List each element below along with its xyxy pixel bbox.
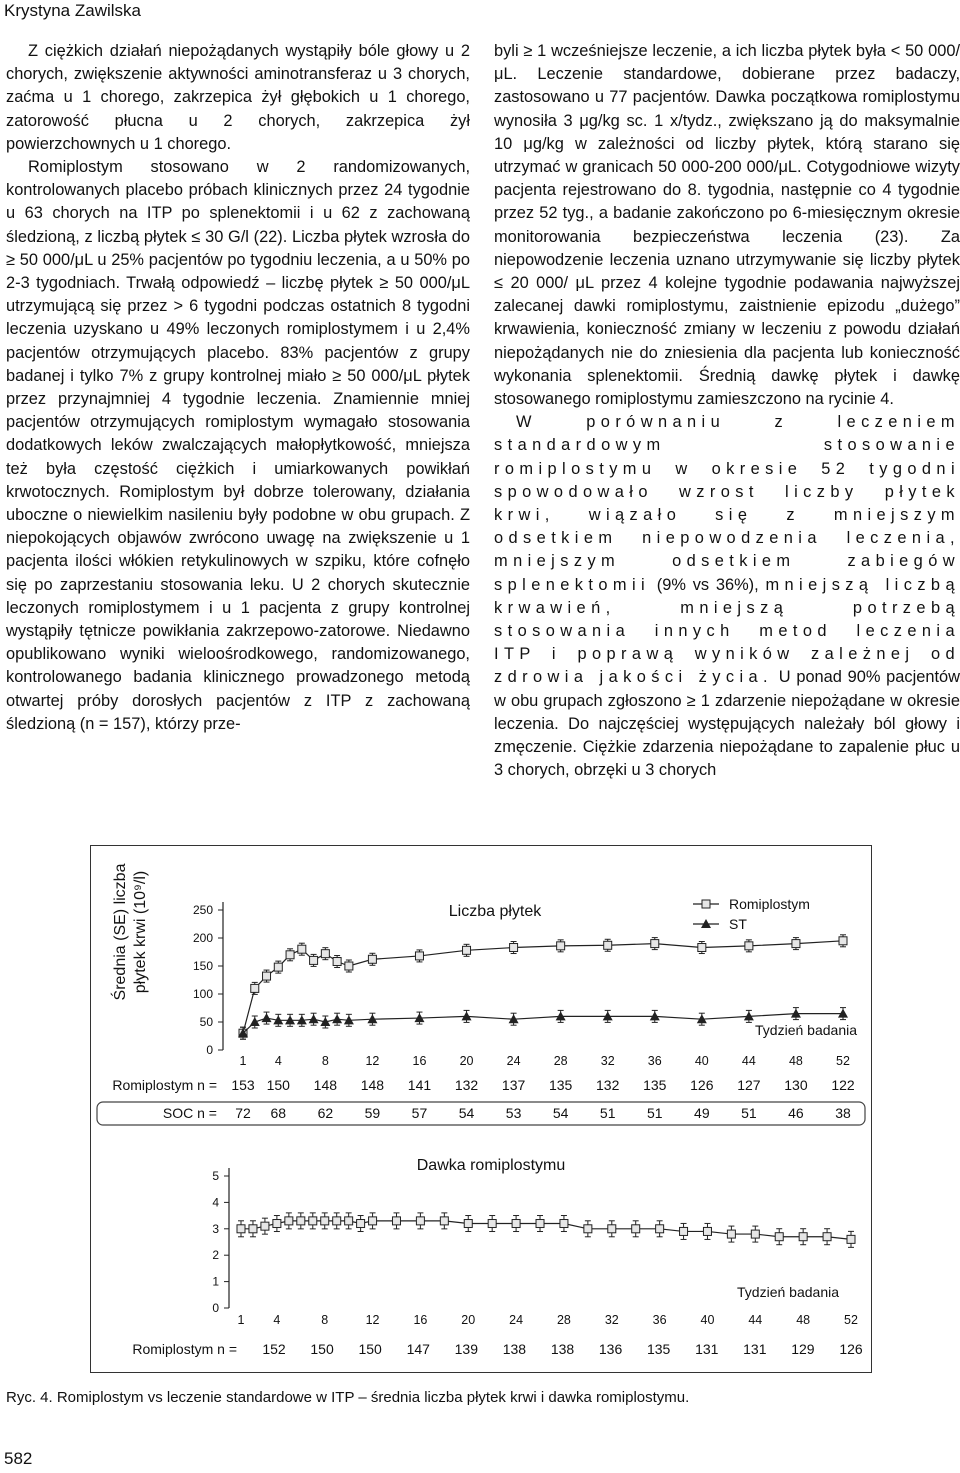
counts-value: 130 [784,1077,808,1093]
data-point-square [297,1217,305,1225]
data-point-square [261,1222,269,1230]
x-tick-label: 8 [321,1054,329,1068]
counts-value: 51 [741,1105,757,1121]
data-point-square [703,1227,711,1235]
chart-canvas [91,846,871,1372]
counts-value: 135 [548,1077,573,1093]
counts-value: 152 [262,1341,286,1357]
y-tick-label: 1 [212,1274,219,1289]
counts-value: 148 [313,1077,338,1093]
data-point-square [286,951,294,959]
data-point-square [488,1220,496,1228]
plain-text: (9% vs 36%), [650,575,766,594]
data-point-square [604,941,612,949]
x-tick-label: 8 [321,1313,329,1327]
x-tick-label: 48 [796,1313,811,1327]
counts-value: 131 [743,1341,767,1357]
data-point-square [792,940,800,948]
data-point-square [415,952,423,960]
counts-value: 138 [502,1341,527,1357]
plain-text: U ponad 90% pacjentów w obu grupach zgłoszono ≥ 1 zdarzenie niepożądane w okresie leczenia. Do najczęściej występujących należały ból głowy i zmęczenie. Ciężkie zdarzenia niepożądane to zapalenie płuc u 3 chorych, obrzęki u 3 chorych [494,668,960,780]
counts-value: 68 [270,1105,287,1121]
y-tick-label: 4 [212,1195,219,1210]
y-axis-label: płytek krwi (10⁹/l) [132,870,149,994]
legend-entry: Romiplostym [729,896,810,912]
spaced-text: mniejszą liczbą krwawień, mniejszą potrzebą stosowania innych metod leczenia ITP i poprawą wyników zależnej od zdrowia jakości życia. [494,575,960,687]
platelet-count-chart [97,863,865,1125]
counts-value: 51 [646,1105,663,1121]
counts-value: 49 [694,1105,710,1121]
counts-value: 148 [360,1077,385,1093]
data-point-square [368,955,376,963]
chart-title: Liczba płytek [448,903,542,920]
data-point-triangle [309,1014,319,1023]
y-tick-label: 0 [206,1043,213,1057]
x-axis-label: Tydzień badania [755,1022,857,1038]
counts-value: 57 [411,1105,428,1121]
data-point-square [464,1220,472,1228]
counts-value: 54 [458,1105,475,1121]
x-tick-label: 40 [694,1054,709,1068]
x-tick-label: 4 [273,1313,281,1327]
data-point-square [321,950,329,958]
counts-value: 129 [791,1341,815,1357]
x-tick-label: 20 [461,1313,476,1327]
counts-value: 136 [598,1341,623,1357]
x-tick-label: 1 [239,1054,247,1068]
counts-value: 135 [643,1077,667,1093]
data-point-square [823,1233,831,1241]
counts-value: 132 [454,1077,479,1093]
counts-value: 135 [646,1341,671,1357]
running-head: Krystyna Zawilska [4,1,141,20]
spaced-text: W porównaniu z leczeniem standardowym stosowanie romiplostymu w okresie 52 tygodni spowodowało wzrost liczby płytek krwi, wiązało się z mniejszym odsetkiem niepowodzenia leczenia, mniejszym odsetkiem zabiegów splenektomii [494,413,960,594]
counts-value: 147 [406,1341,430,1357]
data-point-square [274,963,282,971]
y-tick-label: 50 [199,1015,213,1029]
data-point-square [560,1220,568,1228]
data-point-square [698,944,706,952]
data-point-square [369,1217,377,1225]
x-tick-label: 48 [788,1054,803,1068]
counts-value: 62 [317,1105,334,1121]
data-point-square [251,984,259,992]
figure-caption: Ryc. 4. Romiplostym vs leczenie standardowe w ITP – średnia liczba płytek krwi i dawka romiplostymu. [6,1389,690,1406]
counts-value: 153 [231,1077,255,1093]
data-point-square [608,1225,616,1233]
counts-value: 150 [358,1341,382,1357]
figure-4 [90,845,872,1373]
data-point-square [799,1233,807,1241]
data-point-square [310,956,318,964]
data-point-triangle [332,1014,342,1023]
counts-value: 38 [835,1105,851,1121]
data-point-square [584,1225,592,1233]
counts-value: 51 [599,1105,616,1121]
counts-value: 138 [550,1341,575,1357]
data-point-triangle [262,1013,272,1022]
data-point-square [557,942,565,950]
counts-value: 53 [505,1105,522,1121]
counts-value: 139 [454,1341,479,1357]
data-point-square [536,1220,544,1228]
x-tick-label: 16 [412,1054,427,1068]
data-point-square [357,1220,365,1228]
x-tick-label: 28 [556,1313,571,1327]
data-point-square [727,1230,735,1238]
data-point-square [345,962,353,970]
paragraph: Romiplostym stosowano w 2 randomizowanych, kontrolowanych placebo próbach klinicznych przez 24 tygodnie u 63 chorych na ITP po splenektomii i u 62 z zachowaną śledzioną, z liczbą płytek ≤ 30 G/l (22). Liczba płytek wzrosła do ≥ 50 000/μL u 25% pacjentów po tygodniu leczenia, a u 50% po 2-3 tygodniach. Trwałą odpowiedź – liczbę płytek ≥ 50 000/μL utrzymującą się przez > 6 tygodni podczas ostatnich 8 tygodni leczenia uzyskano u 49% leczonych romiplostymem i u 2,4% pacjentów otrzymujących placebo. 83% pacjentów z grupy badanej i tylko 7% z grupy kontrolnej miało ≥ 50 000/μL płytek przez przynajmniej 4 tygodnie leczenia. Znamiennie mniej pacjentów otrzymujących romiplostym wymagało stosowania dodatkowych leków zwalczających małopłytkowość, mniejsza też była częstość ciężkich i umiarkowanych powikłań krwotocznych. Romiplostym był dobrze tolerowany, działania uboczne o niewielkim nasileniu były podobne w obu grupach. Z niepokojących objawów zwrócono uwagę na zwiększenie u 1 pacjenta ilości włókien retykulinowych w szpiku, które cofnęło się po zaprzestaniu stosowania leku. U 2 chorych skutecznie leczonych romiplostymem i u 1 pacjenta z grupy kontrolnej wystąpiły tętnicze powikłania zakrzepowo-zatorowe. Niedawno opublikowano wyniki wieloośrodkowego, randomizowanego, kontrolowanego badania klinicznego prowadzonego metodą otwartej próby dorosłych pacjentów z ITP z zachowaną śledzioną (n = 157), którzy prze- [6,158,470,733]
x-tick-label: 52 [836,1054,850,1068]
data-point-square [333,1217,341,1225]
counts-value: 131 [695,1341,719,1357]
y-axis-label: Średnia (SE) liczba [112,863,129,1001]
page-number: 582 [4,1449,33,1468]
left-column [6,40,470,736]
data-point-square [839,937,847,945]
counts-value: 122 [831,1077,855,1093]
data-point-square [702,900,710,908]
data-point-square [751,1230,759,1238]
x-tick-label: 40 [700,1313,715,1327]
x-tick-label: 24 [506,1054,521,1068]
data-point-square [847,1235,855,1243]
x-tick-label: 16 [413,1313,428,1327]
y-tick-label: 0 [212,1301,219,1315]
counts-value: 72 [235,1105,251,1121]
y-tick-label: 100 [192,987,213,1001]
data-point-square [333,958,341,966]
data-point-square [680,1227,688,1235]
data-point-square [249,1225,257,1233]
counts-value: 59 [364,1105,381,1121]
x-tick-label: 1 [237,1313,245,1327]
paragraph: byli ≥ 1 wcześniejsze leczenie, a ich liczba płytek była < 50 000/μL. Leczenie standardowe, dobierane przez badaczy, zastosowano u 77 pacjentów. Dawka początkowa romiplostymu wynosiła 3 μg/kg sc. 1 x/tydz., zwiększano ją do maksymalnie 10 μg/kg w zależności od liczby płytek, którą starano się utrzymać w granicach 50 000-200 000/μL. Cotygodniowe wizyty pacjenta rejestrowano do 8. tygodnia, następnie co 4 tygodnie przez 52 tyg., a badanie zakończono po 6-miesięcznym okresie monitorowania bezpieczeństwa leczenia (23). Za niepowodzenie leczenia uznano utrzymywanie się liczby płytek ≤ 20 000/ μL przez 4 kolejne tygodnie podawania najwyższej zalecanej dawki romiplostymu, zaistnienie epizodu „dużego” krwawienia, konieczność zmiany w leczeniu z powodu działań niepożądanych nie do zniesienia dla pacjenta lub konieczność wykonania splenektomii. Średnią dawkę płytek i dawkę stosowanego romiplostymu zamieszczono na rycinie 4. [494,42,960,409]
series-line [243,1014,843,1034]
x-tick-label: 32 [600,1054,615,1068]
data-point-square [273,1220,281,1228]
data-point-square [651,940,659,948]
counts-value: 132 [596,1077,620,1093]
x-axis-label: Tydzień badania [737,1284,839,1300]
data-point-triangle [462,1011,472,1020]
data-point-square [392,1217,400,1225]
counts-value: 54 [552,1105,569,1121]
data-point-square [656,1225,664,1233]
y-tick-label: 5 [212,1169,219,1183]
x-tick-label: 24 [509,1313,524,1327]
data-point-square [510,944,518,952]
data-point-square [345,1217,353,1225]
counts-value: 150 [310,1341,334,1357]
x-tick-label: 32 [604,1313,619,1327]
paragraph-spaced [494,411,960,782]
data-point-square [512,1220,520,1228]
paragraph: Z ciężkich działań niepożądanych wystąpiły bóle głowy u 2 chorych, zwiększenie aktywności aminotransferaz u 3 chorych, zaćma u 1 chorego, zakrzepica żył głębokich u 1 chorego, zatorowość płucna u 2 chorych, zakrzepica żył powierzchownych u 1 chorego. [6,42,470,153]
legend-entry: ST [729,916,747,932]
data-point-square [298,945,306,953]
data-point-square [745,942,753,950]
y-tick-label: 250 [192,903,213,917]
x-tick-label: 20 [459,1054,474,1068]
counts-row-label: Romiplostym n = [112,1077,217,1093]
x-tick-label: 52 [844,1313,858,1327]
counts-value: 141 [407,1077,432,1093]
data-point-square [463,946,471,954]
chart-title: Dawka romiplostymu [416,1157,566,1174]
y-tick-label: 200 [192,931,213,945]
x-tick-label: 28 [553,1054,568,1068]
right-column [494,40,960,783]
data-point-square [263,972,271,980]
x-tick-label: 36 [647,1054,662,1068]
y-tick-label: 2 [212,1248,219,1263]
x-tick-label: 36 [652,1313,667,1327]
y-tick-label: 150 [192,959,213,973]
counts-row-label: Romiplostym n = [132,1341,237,1357]
counts-value: 150 [266,1077,290,1093]
x-tick-label: 44 [741,1054,756,1068]
x-tick-label: 44 [748,1313,763,1327]
data-point-square [632,1225,640,1233]
data-point-square [321,1217,329,1225]
x-tick-label: 12 [365,1313,380,1327]
data-point-square [775,1233,783,1241]
y-tick-label: 3 [212,1221,219,1236]
x-tick-label: 12 [365,1054,380,1068]
data-point-square [440,1217,448,1225]
dose-chart [132,1157,863,1357]
data-point-square [237,1225,245,1233]
x-tick-label: 4 [274,1054,282,1068]
counts-value: 126 [839,1341,863,1357]
counts-row-label: SOC n = [162,1105,217,1121]
counts-value: 46 [788,1105,804,1121]
data-point-triangle [250,1017,260,1026]
data-point-square [285,1217,293,1225]
data-point-square [416,1217,424,1225]
counts-value: 137 [501,1077,526,1093]
counts-value: 126 [690,1077,714,1093]
counts-value: 127 [737,1077,761,1093]
data-point-square [309,1217,317,1225]
